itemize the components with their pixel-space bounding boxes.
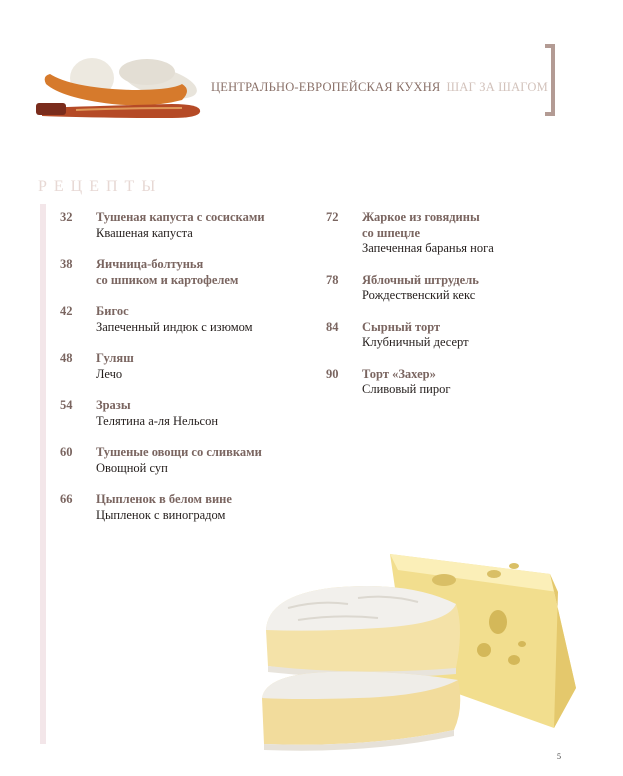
recipe-entry: [326, 273, 526, 304]
recipe-entry: [60, 257, 320, 288]
recipe-title: Сырный торт: [362, 319, 441, 334]
page-number: 5: [557, 752, 561, 761]
recipe-subtitle: Овощной суп: [96, 460, 168, 475]
recipe-entry: [326, 210, 526, 257]
header-title: [211, 80, 548, 95]
recipe-title: Зразы: [96, 398, 131, 412]
recipe-page: 84: [326, 319, 339, 334]
recipe-entry: [326, 367, 526, 398]
recipe-subtitle: Телятина а-ля Нельсон: [96, 413, 219, 428]
recipe-page: 48: [60, 351, 73, 365]
header-bracket: [545, 44, 555, 116]
recipe-subtitle: Запеченная баранья нога: [362, 241, 494, 255]
recipe-entry: [60, 210, 320, 241]
recipe-title: Яичница-болтунья со шпиком и картофелем: [96, 257, 239, 287]
recipe-entry: [60, 351, 320, 382]
book-subtitle: ШАГ ЗА ШАГОМ: [446, 80, 548, 94]
recipe-title: Гуляш: [96, 351, 134, 365]
recipe-subtitle: Клубничный десерт: [362, 335, 469, 349]
recipe-entry: [60, 304, 320, 335]
book-title: ЦЕНТРАЛЬНО-ЕВРОПЕЙСКАЯ КУХНЯ: [211, 80, 441, 94]
recipe-list-right: [326, 210, 526, 414]
accent-bar: [40, 204, 46, 744]
recipe-title: Жаркое из говядины со шпецле: [362, 210, 480, 240]
recipe-subtitle: Сливовый пирог: [362, 382, 451, 396]
recipe-subtitle: Квашеная капуста: [96, 225, 193, 240]
recipe-page: 72: [326, 210, 339, 224]
recipe-subtitle: Лечо: [96, 366, 123, 381]
recipe-page: 60: [60, 445, 73, 459]
recipe-list-left: [60, 210, 320, 539]
section-heading: РЕЦЕПТЫ: [38, 178, 163, 195]
recipe-entry: [326, 320, 526, 351]
recipe-entry: [60, 492, 320, 523]
cheese-image: [258, 548, 588, 753]
recipe-page: 32: [60, 210, 73, 224]
recipe-subtitle: Цыпленок с виноградом: [96, 507, 226, 522]
recipe-title: Цыпленок в белом вине: [96, 492, 232, 506]
recipe-page: 78: [326, 272, 339, 287]
recipe-title: Тушеная капуста с сосисками: [96, 210, 265, 224]
recipe-title: Бигос: [96, 304, 129, 318]
recipe-page: 66: [60, 492, 73, 506]
recipe-page: 90: [326, 366, 339, 381]
recipe-entry: [60, 398, 320, 429]
recipe-page: 54: [60, 398, 73, 412]
recipe-title: Яблочный штрудель: [362, 272, 479, 287]
sausages-image: [32, 48, 207, 120]
recipe-subtitle: Запеченный индюк с изюмом: [96, 319, 253, 334]
recipe-title: Тушеные овощи со сливками: [96, 445, 262, 459]
recipe-title: Торт «Захер»: [362, 366, 436, 381]
recipe-subtitle: Рождественский кекс: [362, 288, 476, 302]
recipe-page: 38: [60, 257, 73, 271]
recipe-page: 42: [60, 304, 73, 318]
recipe-entry: [60, 445, 320, 476]
